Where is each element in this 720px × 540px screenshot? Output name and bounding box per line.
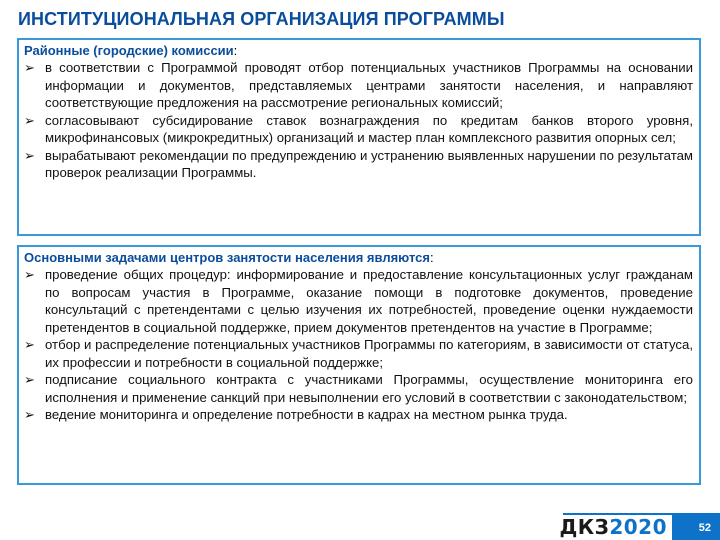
list-item: [24, 112, 693, 147]
district-commissions-list: [24, 59, 693, 182]
list-item-text: вырабатывают рекомендации по предупреждению и устранению выявленных нарушении по результатам проверок реализации Программы.: [45, 147, 693, 180]
arrow-bullet-icon: ➢: [24, 60, 35, 75]
list-item: [24, 266, 693, 336]
list-item-text: согласовывают субсидирование ставок вознаграждения по кредитам банков второго уровня, микрофинансовых (микрокредитных) организаций и мастер план комплексного развития опорных сел;: [45, 112, 693, 145]
arrow-bullet-icon: ➢: [24, 337, 35, 352]
list-item-text: отбор и распределение потенциальных участников Программы по категориям, в зависимости от статуса, их профессии и потребности в социальной поддержке;: [45, 337, 693, 370]
arrow-bullet-icon: ➢: [24, 372, 35, 387]
list-item-text: подписание социального контракта с участниками Программы, осуществление мониторинга его исполнения и применение санкций при невыполнении его условий в соответствии с законодательством;: [45, 372, 693, 405]
list-item-text: ведение мониторинга и определение потребности в кадрах на местном рынка труда.: [45, 407, 568, 422]
arrow-bullet-icon: ➢: [24, 407, 35, 422]
list-item: [24, 371, 693, 406]
list-item: [24, 336, 693, 371]
arrow-bullet-icon: ➢: [24, 147, 35, 163]
logo-part-dkz: ДКЗ: [559, 515, 610, 539]
employment-centers-list: [24, 266, 693, 424]
district-commissions-heading: [24, 42, 693, 59]
footer: [0, 510, 720, 540]
dkz2020-logo: [554, 515, 672, 540]
heading-colon: :: [233, 43, 238, 58]
arrow-bullet-icon: ➢: [24, 267, 35, 282]
employment-centers-heading-text: Основными задачами центров занятости населения являются: [24, 250, 430, 265]
page-title: ИНСТИТУЦИОНАЛЬНАЯ ОРГАНИЗАЦИЯ ПРОГРАММЫ: [18, 9, 505, 29]
arrow-bullet-icon: ➢: [24, 112, 35, 128]
list-item-text: в соответствии с Программой проводят отбор потенциальных участников Программы на основании информации и документов, представляемых центрами занятости населения, и направляют соответствующие предложения на рассмотрение региональных комиссий;: [45, 60, 693, 110]
district-commissions-box: [17, 38, 701, 236]
list-item: [24, 59, 693, 112]
list-item: [24, 406, 693, 424]
employment-centers-heading: [24, 249, 693, 266]
list-item-text: проведение общих процедур: информирование и предоставление консультационных услуг гражданам по вопросам участия в Программе, оказание помощи в подготовке документов, проведение консультаций с претендентами с целью изучения их потребностей, проведение оценки нуждаемости претендентов в социальной поддержке, прием документов претендентов на участие в Программе;: [45, 267, 693, 335]
page-number: 52: [698, 522, 711, 534]
heading-colon: :: [429, 250, 434, 265]
list-item: [24, 147, 693, 182]
logo-part-year: 2020: [609, 515, 667, 539]
district-commissions-heading-text: Районные (городские) комиссии: [24, 43, 234, 58]
logo-text: [559, 515, 667, 540]
employment-centers-box: [17, 245, 701, 485]
